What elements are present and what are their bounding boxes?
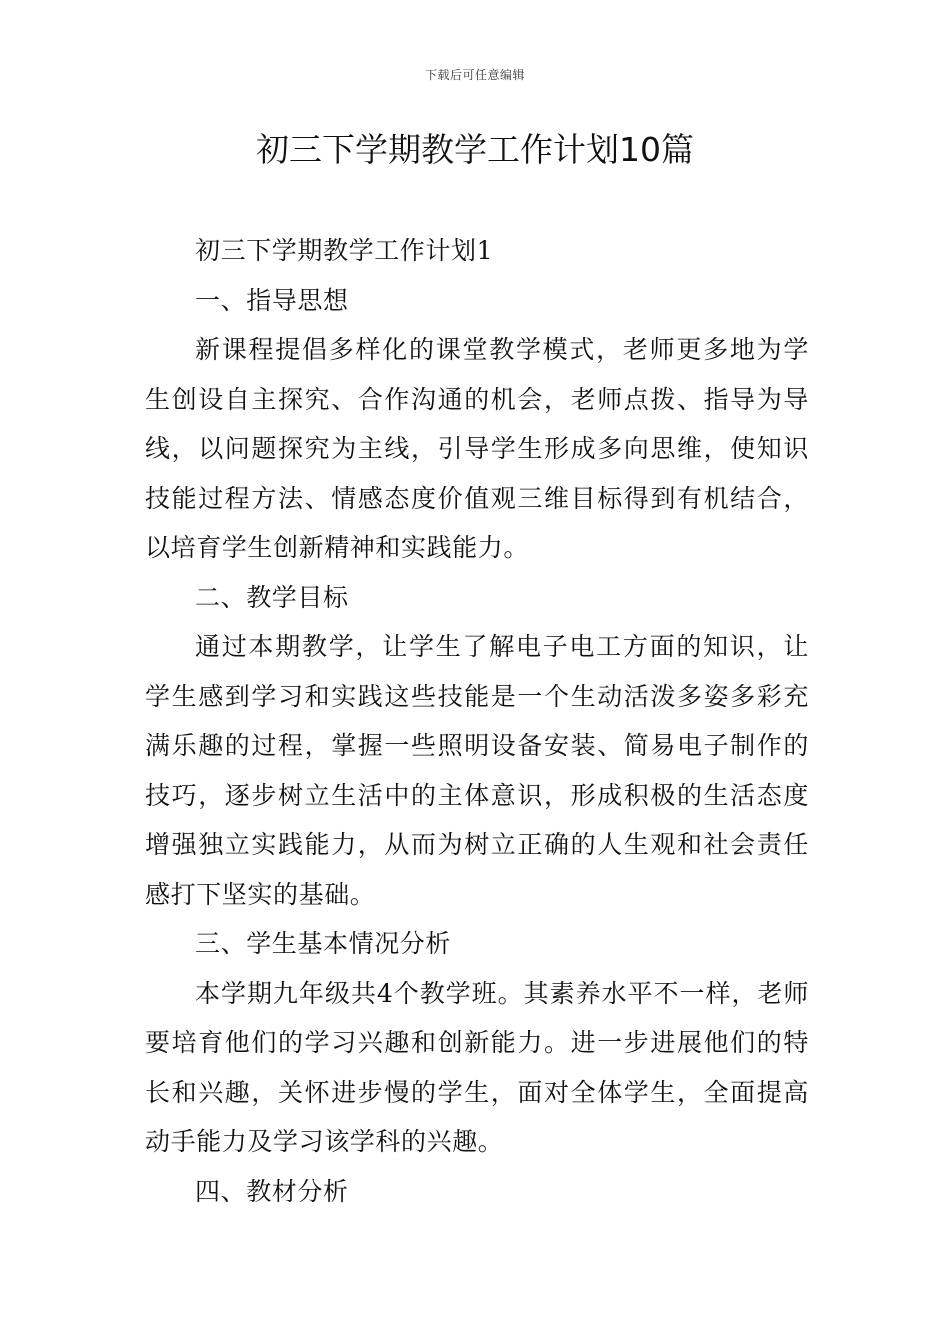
subtitle-plan-1: 初三下学期教学工作计划1	[195, 236, 494, 265]
header-note: 下载后可任意编辑	[424, 68, 525, 82]
paragraph-student-analysis: 本学期九年级共4个教学班。其素养水平不一样，老师要培育他们的学习兴趣和创新能力。进一步进展他们的特长和兴趣，关怀进步慢的学生，面对全体学生，全面提高动手能力及学习该学科的兴趣。	[145, 978, 809, 1156]
section-heading-guiding-ideology: 一、指导思想	[195, 285, 349, 315]
paragraph-teaching-goals: 通过本期教学，让学生了解电子电工方面的知识，让学生感到学习和实践这些技能是一个生动活泼多姿多彩充满乐趣的过程，掌握一些照明设备安装、简易电子制作的技巧，逐步树立生活中的主体意识，形成积极的生活态度增强独立实践能力，从而为树立正确的人生观和社会责任感打下坚实的基础。	[145, 632, 809, 909]
section-heading-textbook-analysis: 四、教材分析	[195, 1176, 349, 1206]
section-heading-student-analysis: 三、学生基本情况分析	[195, 929, 452, 958]
document-body	[145, 226, 809, 1216]
paragraph-guiding-ideology: 新课程提倡多样化的课堂教学模式，老师更多地为学生创设自主探究、合作沟通的机会，老师点拨、指导为导线，以问题探究为主线，引导学生形成多向思维，使知识技能过程方法、情感态度价值观三维目标得到有机结合，以培育学生创新精神和实践能力。	[145, 335, 809, 562]
document-title: 初三下学期教学工作计划10篇	[256, 130, 694, 169]
section-heading-teaching-goals: 二、教学目标	[195, 582, 349, 612]
